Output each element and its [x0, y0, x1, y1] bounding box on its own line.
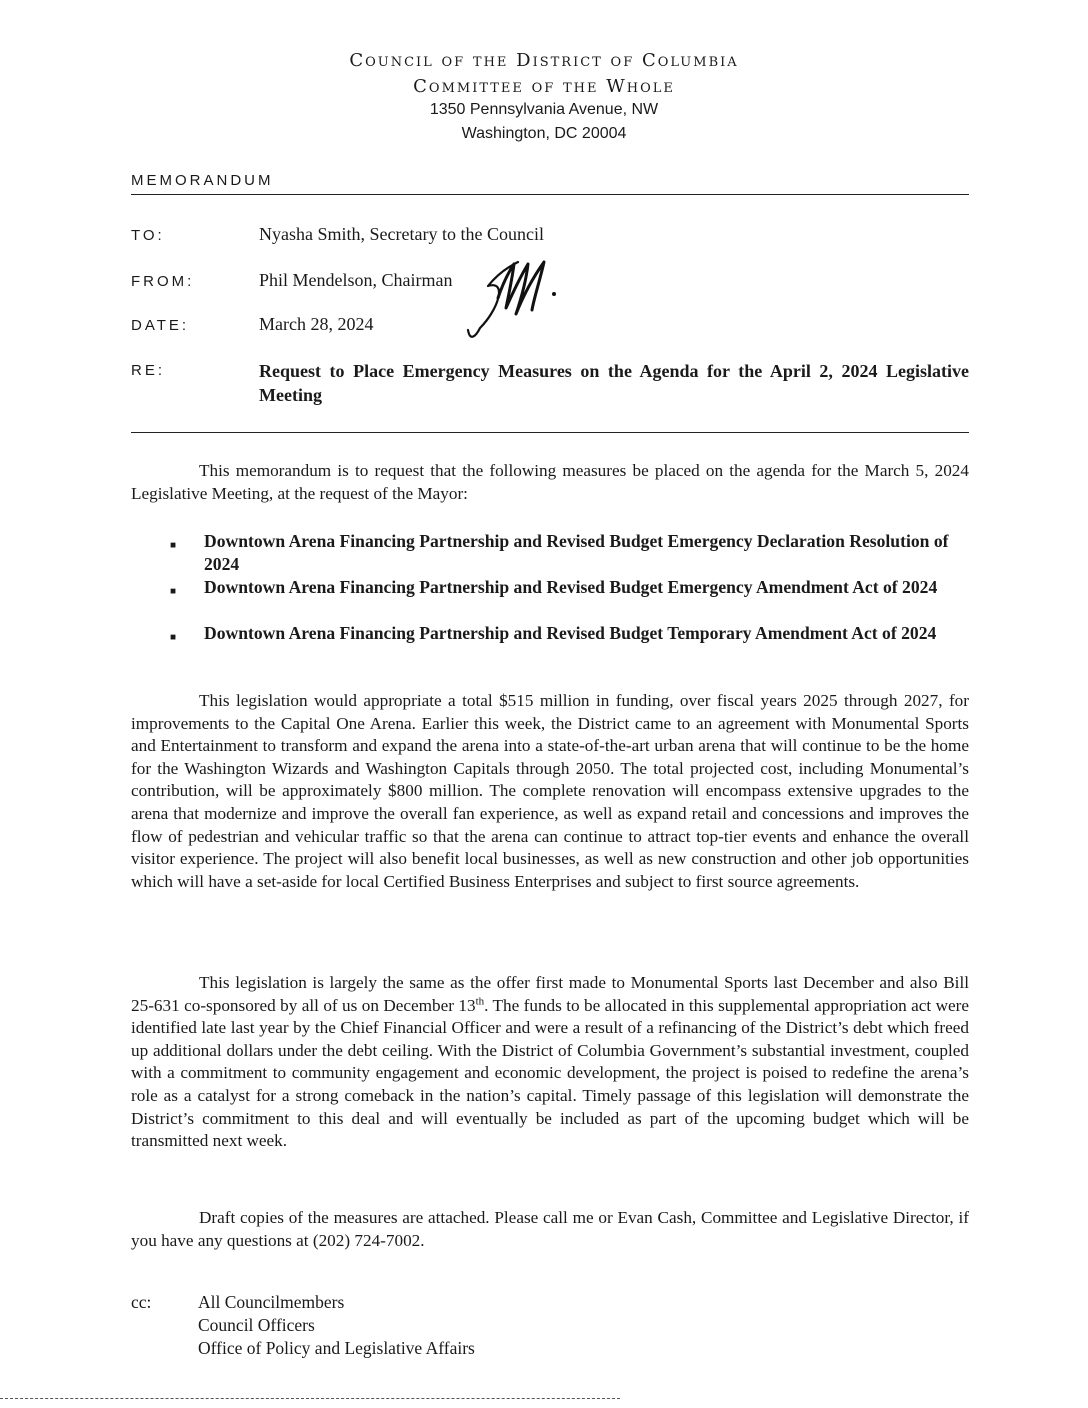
- chairman-signature: [458, 250, 568, 350]
- address-line-2: Washington, DC 20004: [461, 125, 627, 142]
- measure-text: Downtown Arena Financing Partnership and Revised Budget Emergency Amendment Act of 2024: [204, 577, 938, 597]
- from-label: FROM:: [131, 273, 195, 290]
- paragraph-background: [131, 972, 969, 1153]
- date-value: March 28, 2024: [259, 314, 374, 334]
- paragraph-background-a: This legislation is largely the same as the offer first made to Monumental Sports last December and also Bill 25-631 co-sponsored by all of us on December 13: [131, 973, 969, 1015]
- paragraph-background-b: . The funds to be allocated in this supplemental appropriation act were identified late last year by the Chief Financial Officer and were a result of a refinancing of the District’s debt which freed up additional dollars under the debt ceiling. With the District of Columbia Government’s substantial investment, coupled with a commitment to community engagement and economic development, the project is poised to redefine the arena’s role as a catalyst for a strong comeback in the nation’s capital. Timely passage of this legislation will demonstrate the District’s commitment to this deal and will eventually be included as part of the upcoming budget which will be transmitted next week.: [131, 995, 969, 1151]
- to-label: TO:: [131, 227, 165, 244]
- ordinal-suffix: th: [475, 994, 485, 1007]
- re-value: Request to Place Emergency Measures on the Agenda for the April 2, 2024 Legislative Meeting: [259, 361, 969, 405]
- cc-label: cc:: [131, 1292, 152, 1312]
- bullet-icon: ■: [170, 540, 177, 551]
- re-label: RE:: [131, 362, 166, 379]
- to-value: Nyasha Smith, Secretary to the Council: [259, 224, 544, 244]
- bullet-icon: ■: [170, 586, 177, 597]
- address-line-1: 1350 Pennsylvania Avenue, NW: [429, 101, 659, 118]
- memorandum-label: MEMORANDUM: [131, 172, 274, 189]
- committee-name: Committee of the Whole: [413, 76, 675, 97]
- org-name: Council of the District of Columbia: [349, 50, 739, 71]
- cc-recipient: All Councilmembers: [198, 1292, 345, 1312]
- measure-text: Downtown Arena Financing Partnership and Revised Budget Emergency Declaration Resolution of 2024: [204, 531, 949, 574]
- bottom-divider: [131, 432, 969, 433]
- paragraph-contact: Draft copies of the measures are attached. Please call me or Evan Cash, Committee and Legislative Director, if you have any questions at (202) 724-7002.: [131, 1208, 969, 1250]
- cc-recipient: Office of Policy and Legislative Affairs: [198, 1338, 475, 1358]
- bullet-icon: ■: [170, 632, 177, 643]
- intro-paragraph: This memorandum is to request that the following measures be placed on the agenda for the March 5, 2024 Legislative Meeting, at the request of the Mayor:: [131, 461, 969, 503]
- measure-text: Downtown Arena Financing Partnership and Revised Budget Temporary Amendment Act of 2024: [204, 623, 937, 643]
- paragraph-funding: This legislation would appropriate a total $515 million in funding, over fiscal years 2025 through 2027, for improvements to the Capital One Arena. Earlier this week, the District came to an agreement with Monumental Sports and Entertainment to transform and expand the arena into a state-of-the-art urban arena that will continue to be the home for the Washington Wizards and Washington Capitals through 2050. The total projected cost, including Monumental’s contribution, will be approximately $800 million. The complete renovation will encompass extensive upgrades to the arena that modernize and improve the overall fan experience, as well as expand retail and concessions and improves the flow of pedestrian and vehicular traffic so that the arena can continue to attract top-tier events and enhance the overall visitor experience. The project will also benefit local businesses, as well as new construction and other job opportunities which will have a set-aside for local Certified Business Enterprises and subject to first source agreements.: [131, 691, 969, 891]
- date-label: DATE:: [131, 317, 190, 334]
- top-divider: [131, 194, 969, 195]
- footer-line: [0, 1398, 620, 1399]
- cc-recipient: Council Officers: [198, 1315, 315, 1335]
- from-value: Phil Mendelson, Chairman: [259, 270, 453, 290]
